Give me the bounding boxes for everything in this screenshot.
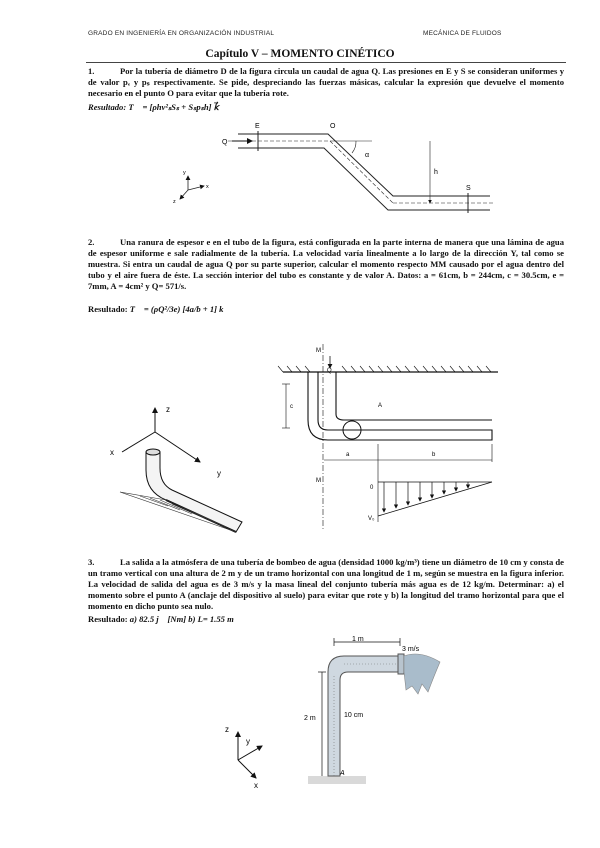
problem-2 [88,237,564,292]
header-subject: MECÁNICA DE FLUIDOS [423,30,502,37]
figure-1-label-o: O [330,123,336,130]
figure-1-pipe [228,131,495,213]
figure-2-axis-z: z [166,405,170,414]
problem-3-result [88,614,234,624]
figure-3-label-1m: 1 m [352,636,364,643]
figure-2-label-a: a [346,452,350,458]
problem-3 [88,557,564,612]
figure-3-label-10cm: 10 cm [344,712,364,719]
problem-1-text: Por la tubería de diámetro D de la figura circula un caudal de agua Q. Las presiones en E y S se consideran uniformes y de valor pₑ y pₛ respectivamente. Se pide, despreciando las fuerzas másicas, calcular la expresión que devuelve el momento necesario en el punto O para evitar que la tubería rote. [88,66,564,98]
figure-2-axis-y: y [217,469,221,478]
figure-2-velocity-arrows [384,482,468,512]
problem-3-result-formula: a) 82.5 j⃗ [Nm] b) L= 1.55 m [129,614,234,624]
figure-2-label-q: Q [327,368,332,374]
figure-2-axis-x: x [110,448,114,457]
figure-3-label-2m: 2 m [304,715,316,722]
problem-3-result-label: Resultado: [88,614,128,624]
figure-1-label-e: E [255,123,260,130]
problem-3-number: 3. [88,557,95,567]
figure-2-label-zero: 0 [370,485,374,491]
figure-1-label-s: S [466,185,471,192]
problem-3-text: La salida a la atmósfera de una tubería de bombeo de agua (densidad 1000 kg/m³) tiene un diámetro de 10 cm y consta de un tramo vertical con una altura de 2 m y de un tramo horizontal con una longitud de 1 m, según se muestra en la figura inferior. La velocidad de salida del agua es de 3 m/s y la masa lineal del conjunto tubería más agua es de 12 kg/m. Determinar: a) el momento sobre el punto A (anclaje del dispositivo al suelo) para evitar que rote y b) la longitud del tramo horizontal para que el momento en dicho punto sea nulo. [88,557,564,611]
figure-2-label-m-bottom: M [316,478,321,484]
figure-1-label-alpha: α [365,152,370,159]
figure-2-label-v0: V₀ [368,516,375,522]
problem-2-result [88,304,230,314]
figure-3-pipe [328,654,404,776]
problem-1-result-label: Resultado: [88,102,127,112]
figure-1-axis-z: z [173,199,176,205]
figure-2-label-m-top: M [316,348,321,354]
figure-2-label-a-point: A [378,403,383,409]
problem-1-number: 1. [88,66,95,76]
figure-3-axes [238,732,262,778]
figure-3-axis-y: y [246,737,250,746]
problem-1-result-formula: T⃗ = [ρhv²ₛSₛ + Sₛpₛh] k⃗ [128,102,219,112]
figure-1-axis-y: y [183,170,186,176]
figure-2-label-c: c [290,404,293,410]
problem-2-text: Una ranura de espesor e en el tubo de la figura, está configurada en la parte interna de manera que una lámina de agua de espesor uniforme e sale radialmente de la tubería. La velocidad varía linealmente a lo largo de la dirección Y, tal como se muestra. Si entra un caudal de agua Q por su parte superior, calcular el momento respecto MM causado por el agua dentro del tubo y el aire fuera de éste. La sección interior del tubo es constante y de valor A. Datos: a = 61cm, b = 244cm, c = 30.5cm, e = 7mm, A = 4cm² y Q= 571/s. [88,237,564,291]
problem-2-result-label: Resultado: [88,304,128,314]
figure-1-axis-x: x [206,184,209,190]
figure-3-axis-z: z [225,725,229,734]
figure-3-label-3ms: 3 m/s [402,646,420,653]
figure-2-axes-3d [122,408,200,462]
figure-3-axis-x: x [254,781,258,790]
chapter-title: Capítulo V – MOMENTO CINÉTICO [205,48,395,60]
header-course: GRADO EN INGENIERÍA EN ORGANIZACIÓN INDUSTRIAL [88,30,275,37]
figure-3-ground [308,776,366,784]
figure-1-axes [180,176,204,199]
figure-1-label-h: h [434,169,438,176]
figure-3-label-a: A [340,770,345,777]
problem-2-result-formula: T⃗ = (ρQ²/3e) [4a/b + 1] k⃗ [129,304,231,314]
figure-1-label-q: Q [222,139,228,146]
problem-2-number: 2. [88,237,95,247]
figure-2-label-b: b [432,452,436,458]
figure-3-water-jet [404,654,440,694]
figure-2-tube-3d [146,449,242,532]
figure-2-schematic [278,344,498,530]
